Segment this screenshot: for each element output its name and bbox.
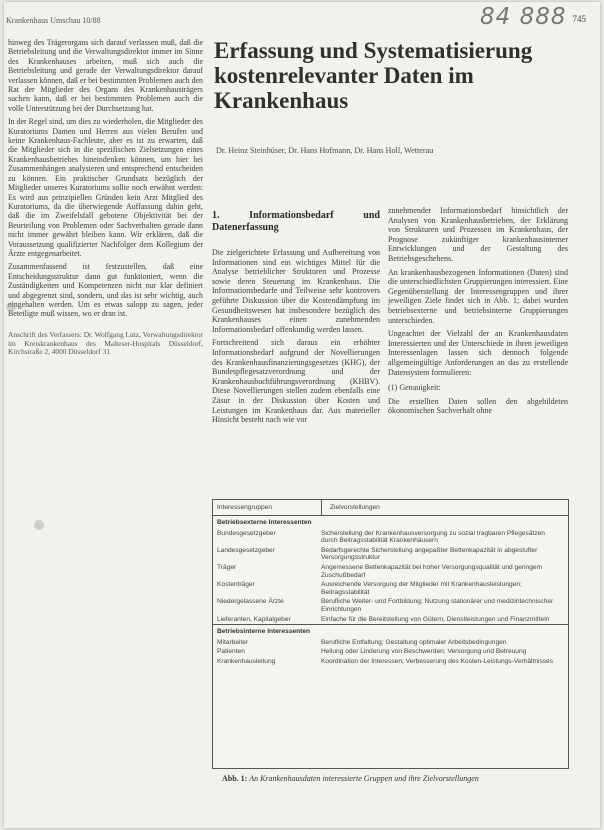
goal-cell: Heilung oder Linderung von Beschwerden; Versorgung und Betreuung	[321, 648, 527, 656]
author-footnote: Anschrift des Verfassers: Dr. Wolfgang Lutz, Verwaltungsdirektor im Kreiskrankenhaus des Malteser-Hospitals Düsseldorf, Kirchstraße 2, 4000 Düsseldorf 31	[8, 329, 203, 357]
caption-label: Abb. 1:	[222, 774, 248, 783]
goal-cell: Ausreichende Versorgung der Mitglieder mit Krankenhausleistungen; Beitragsstabilität	[321, 581, 522, 596]
header-goals: Zielvorstellungen	[330, 504, 380, 511]
table-row	[213, 529, 568, 546]
group-cell: Kostenträger	[217, 581, 255, 589]
group-cell: Mitarbeiter	[217, 638, 249, 646]
body-paragraph: Die erstellten Daten sollen den abgebildeten ökonomischen Sachverhalt ohne	[388, 396, 568, 416]
table-row	[213, 657, 568, 667]
group-cell: Lieferanten, Kapitalgeber	[217, 615, 291, 623]
figure-header-row	[213, 500, 568, 516]
group-cell: Niedergelassene Ärzte	[217, 598, 284, 606]
body-paragraph: An krankenhausbezogenen Informationen (Daten) sind die unterschiedlichsten Gruppierungen interessiert. Eine Gegenüberstellung der Interessengruppen und ihrer jeweiligen Ziele findet sich in Abb. 1; dabei wurden betriebsexterne und betriebsinterne Gruppierungen unterschieden.	[388, 267, 568, 325]
body-paragraph: zunehmender Informationsbedarf hinsichtlich der Analysen von Krankenhausbetrieben, der Erklärung von Strukturen und Prozessen im Krankenhaus, der Prognose zukünftiger krankenhausinterner Entwicklungen und der Gestaltung des Betriebsgeschehens.	[388, 206, 568, 263]
group-cell: Patienten	[217, 648, 245, 656]
group-cell: Landesgesetzgeber	[217, 546, 275, 554]
goal-cell: Koordination der Interessen; Verbesserung des Kosten-Leistungs-Verhältnisses	[321, 657, 554, 665]
body-paragraph: Fortschreitend sich daraus ein erhöhter Informationsbedarf aufgrund der Novellierungen des Krankenhausfinanzierungsgesetzes (KHG), der Bundespflegesatzverordnung und der Krankenhausbuchführungsverordnung (KHBV). Diese Novellierungen stellen zudem ebenfalls eine Zäsur in der Diskussion über Kosten und Leistungen im Krankenhaus dar. Aus materieller Hinsicht besteht nach wie vor	[212, 338, 380, 425]
group-cell: Krankenhausleitung	[217, 657, 276, 665]
goal-cell: Berufliche Weiter- und Fortbildung; Nutzung stationärer und medizintechnischer Einrichtungen	[321, 598, 554, 613]
left-paragraph: In der Regel sind, um dies zu wiederholen, die Mitglieder des Kuratoriums Damen und Herren aus vielen Berufen und keine Krankenhaus-Fachleute, aber es ist zu erwarten, daß die Mitglieder sich in die spezifischen Zielsetzungen eines Krankenhausbetriebes hineindenken können, um hier bei Zusammenhängen analysieren und entsprechend entscheiden zu können. Ein praktischer Grundsatz bezüglich der Mitglieder unseres Kuratoriums sollte noch erwähnt werden: Es wird aus prinzipiellen Gründen kein Arzt Mitglied des Kuratoriums, da die überwiegende Auffassung dahin geht, daß die im Zweifelsfall gebotene Objektivität bei der Beurteilung von Problemen oder Sachverhalten gerade dann nicht immer gewährt bleiben kann. Wir erklären, daß die Voraussetzung qualifizierter Nachfolger dem Kollegium der Ärzte entgegenarbeitet.	[8, 117, 203, 258]
left-paragraph: hinweg des Trägerorgans sich darauf verlassen muß, daß die Betriebsleitung und die Verwaltungsdirektor immer im Sinne des Krankenhauses arbeiten, muß sich auch die Betriebsleitung und gerade der Verwaltungsdirektor darauf verlassen können, daß er bei bestimmten Problemen auch den Rat der Mitglieder des Organs des Krankenhausträgers suchen kann, daß er bei bestimmten Problemen auch die volle Unterstützung bei der Durchsetzung hat.	[8, 38, 203, 113]
external-group-heading: Betriebsexterne Interessenten	[217, 519, 312, 526]
article-column-1	[212, 210, 380, 510]
caption-text: An Krankenhausdaten interessierte Gruppen und ihre Zielvorstellungen	[249, 774, 479, 783]
figure-caption	[222, 774, 582, 783]
page-number: 745	[572, 14, 586, 24]
table-row	[213, 615, 568, 625]
group-cell: Bundesgesetzgeber	[217, 529, 276, 537]
table-row	[213, 638, 568, 648]
goal-cell: Einfache für die Bereitstellung von Gütern, Dienstleistungen und Finanzmitteln	[321, 615, 550, 623]
handwritten-mark: 84 888	[480, 4, 567, 30]
goal-cell: Sicherstellung der Krankenhausversorgung zu sozial tragbaren Pflegesätzen durch Beitragsstabilität Krankenhäusern	[321, 529, 545, 545]
punch-hole	[6, 302, 16, 312]
punch-hole	[34, 520, 44, 530]
body-paragraph: Ungeachtet der Vielzahl der an Krankenhausdaten Interessierten und der Unterschiede in ihren jeweiligen Interessenlagen lassen sich dennoch folgende allgemeingültige Anforderungen an das zu erstellende Datensystem formulieren:	[388, 329, 568, 377]
previous-article-column	[4, 38, 203, 553]
figure-table	[212, 499, 569, 769]
header-groups: Interessengruppen	[213, 500, 322, 515]
table-row	[213, 546, 568, 563]
internal-group-heading: Betriebsinterne Interessenten	[217, 628, 311, 636]
subheading: (1) Genauigkeit:	[388, 383, 441, 393]
table-row	[213, 597, 568, 614]
journal-page	[4, 2, 600, 828]
table-row	[213, 563, 568, 580]
journal-header: Krankenhaus Umschau 10/88	[6, 16, 101, 25]
body-paragraph: Die zielgerichtete Erfassung und Aufbereitung von Informationen sind ein wichtiges Mittel für die Analyse betrieblicher Strukturen und Prozesse sowie deren Steuerung im Krankenhaus. Die Informationsbedarfe und Teilweise sehr kontrovers geführte Diskussion über die Kostendämpfung im Gesundheitswesen hat insbesondere bezüglich des Krankenhauses einen zunehmenden Informationsbedarf offenkundig werden lassen.	[212, 248, 380, 334]
article-authors: Dr. Heinz Steinhüser, Dr. Hans Hofmann, Dr. Hans Holl, Wetterau	[216, 146, 434, 155]
table-row	[213, 647, 568, 657]
left-paragraph: Zusammenfassend ist festzustellen, daß eine Entscheidungsstruktur dann gut funktioniert, wenn die Zuständigkeiten und Kompetenzen nicht nur klar definiert und abgegrenzt sind, sondern, und das ist sehr wichtig, auch eingehalten werden. Um es etwas salopp zu sagen, jeder Beteiligte muß wissen, wo er dran ist.	[8, 262, 203, 319]
goal-cell: Berufliche Entfaltung; Gestaltung optimaler Arbeitsbedingungen	[321, 638, 507, 646]
article-title: Erfassung und Systematisierung kostenrelevanter Daten im Krankenhaus	[214, 38, 533, 113]
section-heading: 1. Informationsbedarf und Datenerfassung	[212, 210, 380, 233]
group-cell: Träger	[217, 563, 237, 571]
article-column-2	[388, 206, 568, 506]
goal-cell: Angemessene Bettenkapazität bei hoher Versorgungsqualität und geringem Zuschußbedarf	[321, 563, 543, 579]
table-row	[213, 580, 568, 597]
goal-cell: Bedarfsgerechte Sicherstellung angepaßter Bettenkapazität in abgestufter Versorgungsstruktur	[321, 546, 538, 562]
